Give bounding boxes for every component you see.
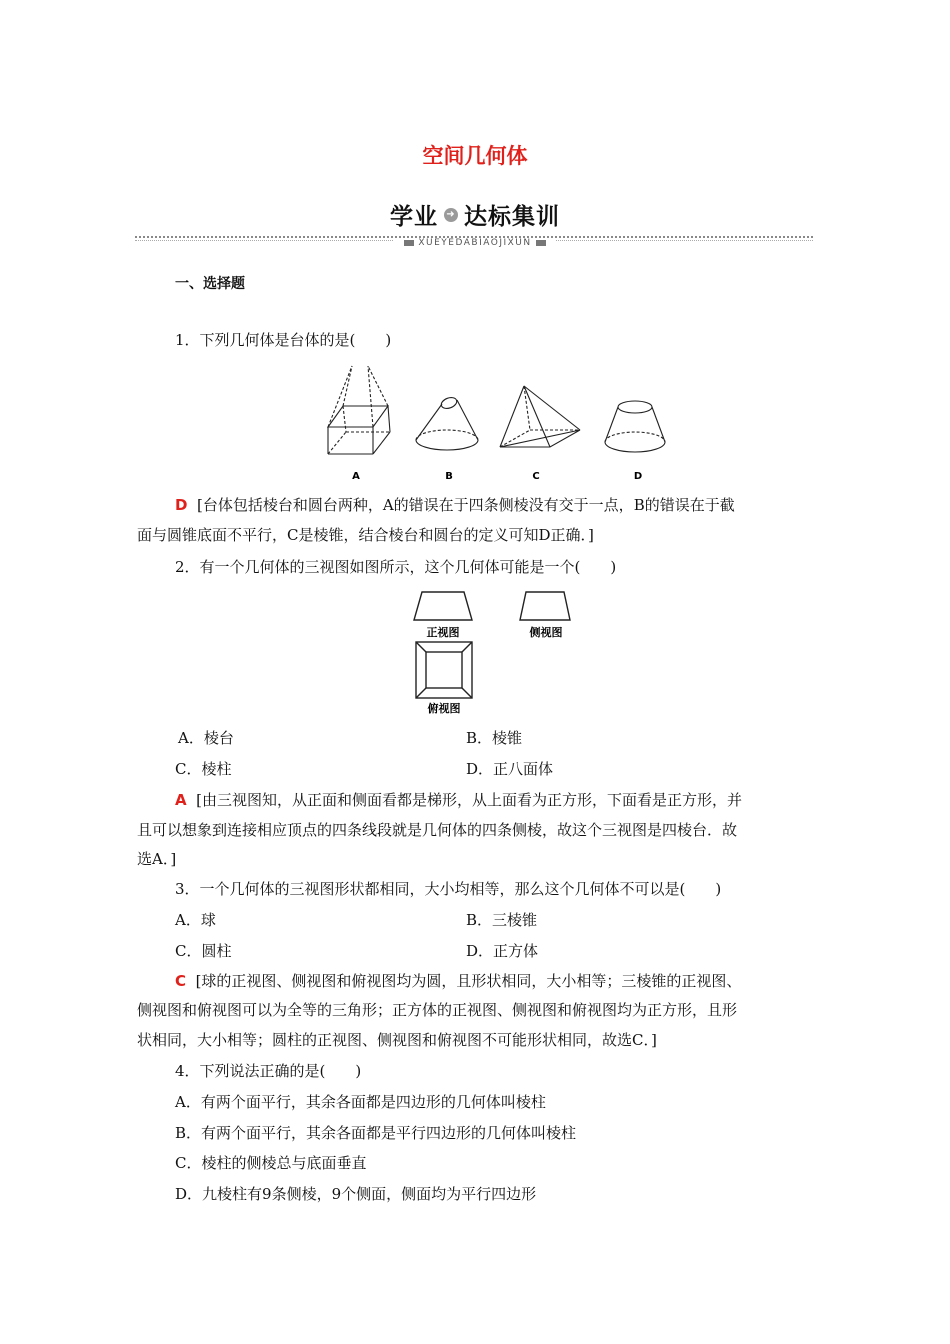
question-2-option-c: C．棱柱 xyxy=(175,760,232,778)
question-2-explanation-line-3: 选A．] xyxy=(137,850,177,868)
figure-c-pyramid xyxy=(500,386,580,447)
figure-a-frustum xyxy=(328,366,390,454)
question-3-explanation-line-1: [球的正视图、侧视图和俯视图均为圆，且形状相同，大小相等；三棱锥的正视图、 xyxy=(195,972,742,990)
question-4-stem: 4．下列说法正确的是( ) xyxy=(175,1062,362,1080)
figure-b-cut-cone xyxy=(416,396,478,450)
question-3-option-d: D．正方体 xyxy=(466,942,539,960)
question-3-option-c: C．圆柱 xyxy=(175,942,232,960)
section-heading: 一、选择题 xyxy=(175,276,245,292)
figure-label-b: B xyxy=(445,471,453,482)
question-4-option-b: B．有两个面平行，其余各面都是平行四边形的几何体叫棱柱 xyxy=(175,1124,577,1142)
side-view-trapezoid xyxy=(520,592,570,620)
question-1-answer: D xyxy=(175,496,188,514)
arrow-circle-icon: ➜ xyxy=(444,208,458,222)
question-3-explanation xyxy=(175,971,741,991)
side-view-label: 侧视图 xyxy=(529,626,563,639)
figure-label-c: C xyxy=(532,471,540,482)
figure-d-circular-frustum xyxy=(605,401,665,452)
question-3-stem: 3．一个几何体的三视图形状都相同，大小均相等，那么这个几何体不可以是( ) xyxy=(175,880,722,898)
banner-subtitle: XUEYEDABIAOJIXUN xyxy=(394,238,555,248)
question-2-answer: A xyxy=(175,791,187,809)
question-4-option-d: D．九棱柱有9条侧棱，9个侧面，侧面均为平行四边形 xyxy=(175,1185,537,1203)
question-2-explanation-line-1: [由三视图知，从正面和侧面看都是梯形，从上面看为正方形，下面看是正方形，并 xyxy=(196,791,743,809)
question-4-option-a: A．有两个面平行，其余各面都是四边形的几何体叫棱柱 xyxy=(175,1093,546,1111)
question-2-explanation-line-2: 且可以想象到连接相应顶点的四条线段就是几何体的四条侧棱，故这个三视图是四棱台．故 xyxy=(137,821,738,839)
banner-left-text: 学业 xyxy=(390,204,438,230)
question-2-option-a: A．棱台 xyxy=(178,729,234,747)
question-1-explanation-line-2: 面与圆锥底面不平行，C是棱锥，结合棱台和圆台的定义可知D正确．] xyxy=(137,526,594,544)
question-3-option-a: A．球 xyxy=(175,911,216,929)
top-view-label: 俯视图 xyxy=(427,702,461,715)
banner-right-text: 达标集训 xyxy=(464,204,560,230)
question-3-explanation-line-3: 状相同，大小相等；圆柱的正视图、侧视图和俯视图不可能形状相同，故选C．] xyxy=(137,1031,657,1049)
question-3-answer: C xyxy=(175,972,187,990)
question-3-explanation-line-2: 侧视图和俯视图可以为全等的三角形；正方体的正视图、侧视图和俯视图均为正方形，且形 xyxy=(137,1001,738,1019)
figure-label-d: D xyxy=(633,471,643,482)
question-4-option-c: C．棱柱的侧棱总与底面垂直 xyxy=(175,1154,367,1172)
question-2-option-d: D．正八面体 xyxy=(466,760,554,778)
page-title: 空间几何体 xyxy=(422,144,528,168)
question-1-figures xyxy=(318,362,672,484)
question-2-option-b: B．棱锥 xyxy=(466,729,523,747)
question-3-option-b: B．三棱锥 xyxy=(466,911,538,929)
question-2-three-views xyxy=(408,588,578,718)
figure-label-a: A xyxy=(352,471,360,482)
section-banner xyxy=(0,198,950,231)
question-1-explanation-line-1: [台体包括棱台和圆台两种，A的错误在于四条侧棱没有交于一点，B的错误在于截 xyxy=(197,496,735,514)
front-view-label: 正视图 xyxy=(426,626,460,639)
question-1-stem: 1．下列几何体是台体的是( ) xyxy=(175,331,392,349)
question-1-explanation xyxy=(175,495,735,515)
front-view-trapezoid xyxy=(414,592,472,620)
top-view-square xyxy=(416,642,472,698)
question-2-explanation xyxy=(175,790,742,810)
question-2-stem: 2．有一个几何体的三视图如图所示，这个几何体可能是一个( ) xyxy=(175,558,617,576)
